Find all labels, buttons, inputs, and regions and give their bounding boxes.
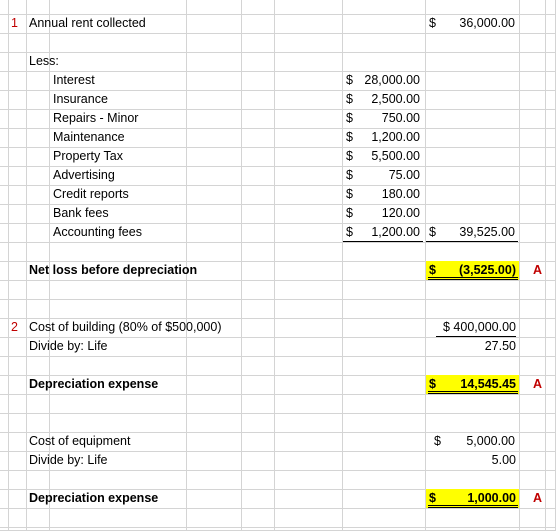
answer-mark: A — [533, 377, 543, 391]
depreciation-value[interactable] — [426, 375, 519, 394]
amount: 1,000.00 — [467, 491, 516, 505]
expense-value[interactable] — [343, 128, 423, 147]
grid-line — [0, 470, 556, 471]
grid-line — [0, 394, 556, 395]
dollar-sign: $ — [429, 491, 436, 505]
amount: 28,000.00 — [364, 73, 420, 87]
amount: (3,525.00) — [459, 263, 516, 277]
amount: 36,000.00 — [459, 16, 515, 30]
dollar-sign: $ — [346, 92, 353, 106]
grid-line — [0, 280, 556, 281]
amount: 5,000.00 — [466, 434, 515, 448]
dollar-sign: $ — [434, 434, 441, 448]
expense-label: Bank fees — [53, 206, 109, 220]
dollar-sign: $ — [346, 225, 353, 239]
net-loss-value[interactable] — [426, 261, 519, 280]
amount: 120.00 — [381, 206, 420, 220]
expense-label: Advertising — [53, 168, 115, 182]
dollar-sign: $ — [429, 263, 436, 277]
amount: 750.00 — [381, 111, 420, 125]
answer-mark: A — [533, 263, 543, 277]
amount: 2,500.00 — [371, 92, 420, 106]
equipment-cost-label: Cost of equipment — [29, 434, 131, 448]
grid-line — [0, 242, 556, 243]
expense-label: Credit reports — [53, 187, 129, 201]
expense-value[interactable] — [343, 185, 423, 204]
expense-label: Interest — [53, 73, 95, 87]
less-label: Less: — [29, 54, 59, 68]
building-cost-label: Cost of building (80% of $500,000) — [29, 320, 222, 334]
amount: 14,545.45 — [460, 377, 516, 391]
expense-label: Repairs - Minor — [53, 111, 139, 125]
net-loss-label: Net loss before depreciation — [29, 263, 198, 277]
building-cost-value[interactable]: $ 400,000.00 — [436, 318, 516, 337]
equipment-cost-value[interactable] — [426, 432, 518, 451]
life-value[interactable]: 5.00 — [491, 453, 516, 467]
dollar-sign: $ — [346, 149, 353, 163]
grid-line — [0, 527, 556, 528]
section-number: 1 — [11, 16, 18, 30]
grid-line — [0, 52, 556, 53]
expense-value[interactable] — [343, 166, 423, 185]
amount: 75.00 — [388, 168, 420, 182]
divide-label: Divide by: Life — [29, 339, 108, 353]
amount: 1,200.00 — [371, 130, 420, 144]
grid-line — [0, 356, 556, 357]
expense-value[interactable] — [343, 71, 423, 90]
grid-line — [0, 413, 556, 414]
grid-line — [0, 508, 556, 509]
dollar-sign: $ — [429, 377, 436, 391]
dollar-sign: $ — [346, 130, 353, 144]
dollar-sign: $ — [429, 225, 436, 239]
depreciation-value[interactable] — [426, 489, 519, 508]
depreciation-label: Depreciation expense — [29, 377, 159, 391]
total-expenses-value[interactable] — [426, 223, 518, 242]
expense-value[interactable] — [343, 204, 423, 223]
grid-line — [0, 33, 556, 34]
expense-label: Accounting fees — [53, 225, 142, 239]
annual-rent-label: Annual rent collected — [29, 16, 146, 30]
dollar-sign: $ — [346, 73, 353, 87]
life-value[interactable]: 27.50 — [484, 339, 516, 353]
expense-value[interactable] — [343, 223, 423, 242]
grid-line — [0, 299, 556, 300]
amount: 39,525.00 — [459, 225, 515, 239]
section-number: 2 — [11, 320, 18, 334]
amount: 5,500.00 — [371, 149, 420, 163]
expense-value[interactable] — [343, 109, 423, 128]
amount: 1,200.00 — [371, 225, 420, 239]
amount: 180.00 — [381, 187, 420, 201]
dollar-sign: $ — [346, 206, 353, 220]
expense-label: Property Tax — [53, 149, 123, 163]
expense-value[interactable] — [343, 147, 423, 166]
dollar-sign: $ — [346, 187, 353, 201]
divide-label: Divide by: Life — [29, 453, 108, 467]
dollar-sign: $ — [346, 111, 353, 125]
dollar-sign: $ — [429, 16, 436, 30]
expense-label: Maintenance — [53, 130, 125, 144]
answer-mark: A — [533, 491, 543, 505]
expense-label: Insurance — [53, 92, 108, 106]
dollar-sign: $ — [346, 168, 353, 182]
depreciation-label: Depreciation expense — [29, 491, 159, 505]
expense-value[interactable] — [343, 90, 423, 109]
annual-rent-value[interactable] — [426, 14, 518, 33]
